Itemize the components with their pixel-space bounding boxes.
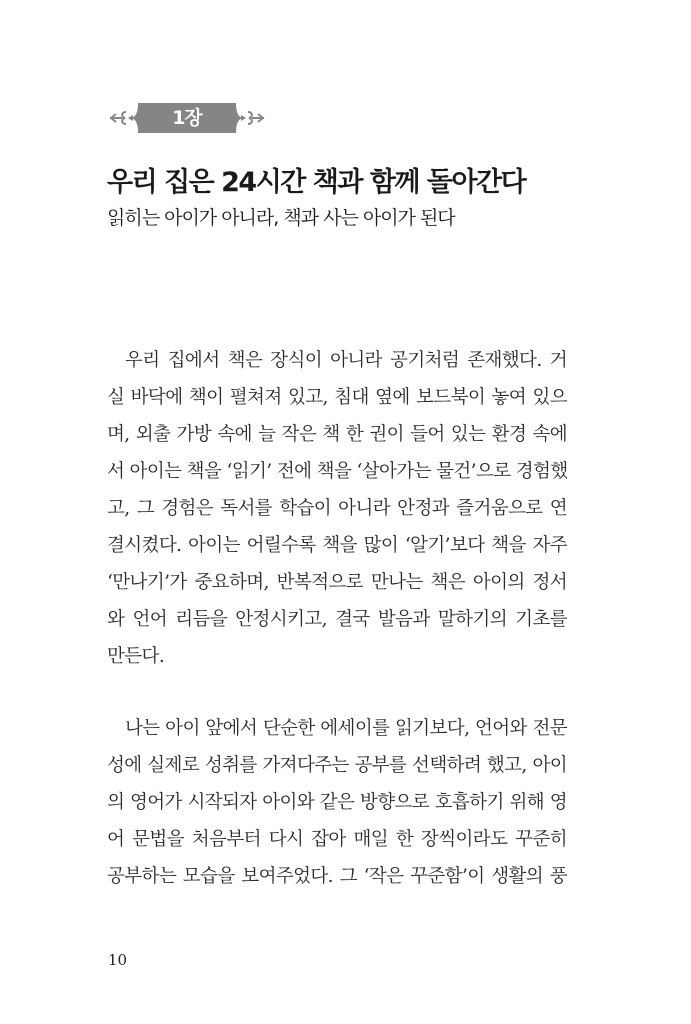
text-line: 결시켰다. 아이는 어릴수록 책을 많이 ‘알기’보다 책을 자주: [107, 535, 567, 556]
paragraph-1: [107, 342, 567, 675]
text-line: 실 바닥에 책이 펼쳐져 있고, 침대 옆에 보드북이 놓여 있으: [107, 387, 567, 408]
text-line: ‘만나기’가 중요하며, 반복적으로 만나는 책은 아이의 정서: [107, 572, 567, 593]
text-line: 의 영어가 시작되자 아이와 같은 방향으로 호흡하기 위해 영: [107, 792, 567, 813]
chapter-number: 1장: [172, 107, 202, 129]
text-line: 만든다.: [107, 646, 165, 667]
text-line: 와 언어 리듬을 안정시키고, 결국 발음과 말하기의 기초를: [107, 609, 567, 630]
page-number: 10: [108, 951, 128, 969]
text-line: 어 문법을 처음부터 다시 잡아 매일 한 장씩이라도 꾸준히: [107, 829, 567, 850]
text-line: 서 아이는 책을 ‘읽기’ 전에 책을 ‘살아가는 물건’으로 경험했: [107, 461, 568, 482]
text-line: 성에 실제로 성취를 가져다주는 공부를 선택하려 했고, 아이: [107, 755, 567, 776]
text-line: 며, 외출 가방 속에 늘 작은 책 한 권이 들어 있는 환경 속에: [107, 424, 567, 445]
paragraph-2: [107, 710, 567, 895]
chapter-subtitle: 읽히는 아이가 아니라, 책과 사는 아이가 된다: [107, 207, 455, 229]
text-line: 우리 집에서 책은 장식이 아니라 공기처럼 존재했다. 거: [125, 350, 567, 371]
text-line: 나는 아이 앞에서 단순한 에세이를 읽기보다, 언어와 전문: [125, 718, 567, 739]
text-line: 고, 그 경험은 독서를 학습이 아니라 안정과 즐거움으로 연: [107, 498, 567, 519]
chapter-badge: [108, 100, 266, 136]
chapter-title: 우리 집은 24시간 책과 함께 돌아간다: [107, 167, 526, 198]
text-line: 공부하는 모습을 보여주었다. 그 ‘작은 꾸준함’이 생활의 풍: [107, 866, 567, 887]
